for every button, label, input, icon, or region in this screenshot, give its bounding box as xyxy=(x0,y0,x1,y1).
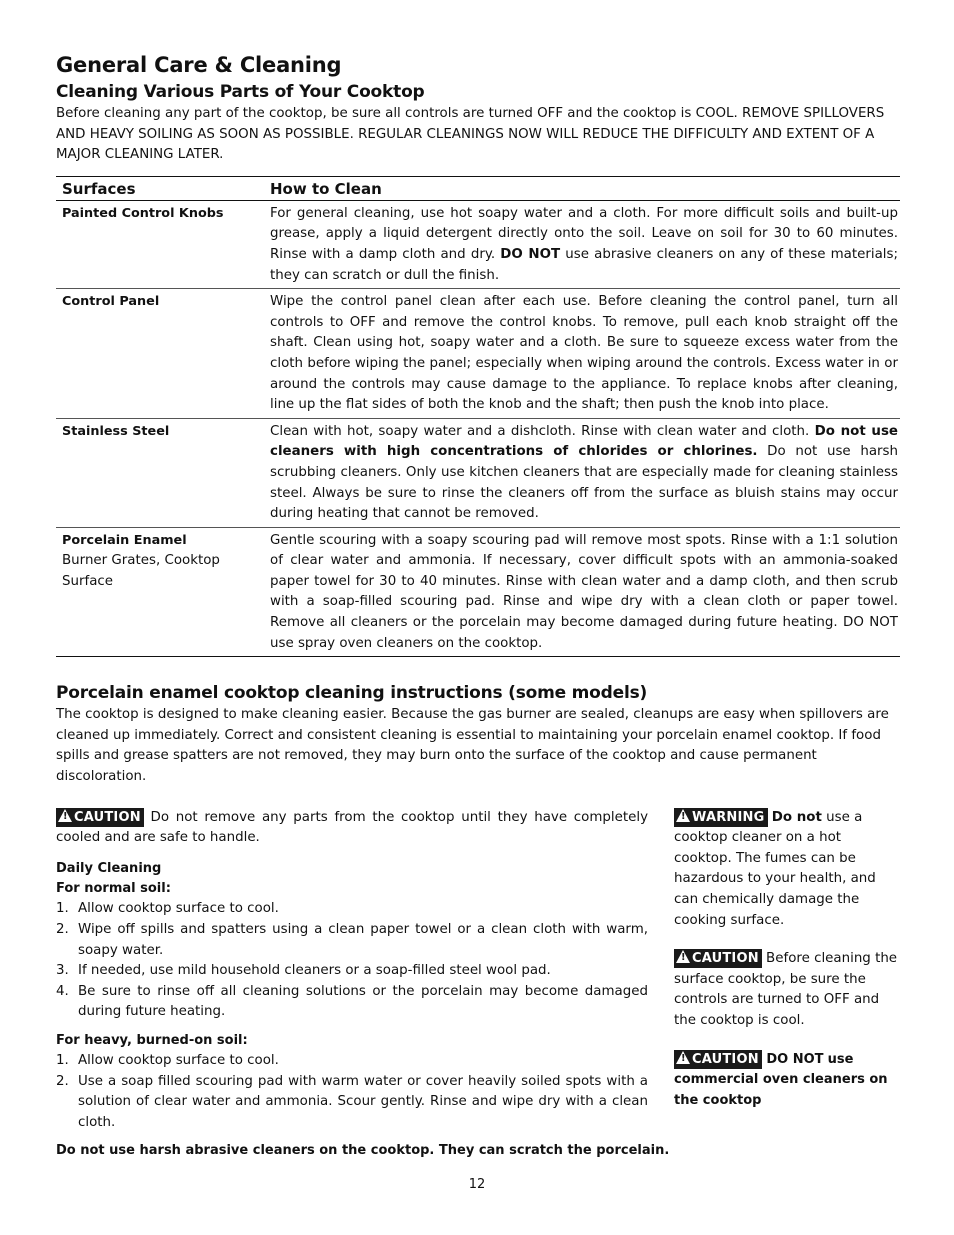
step-number: 2. xyxy=(56,1073,69,1089)
page-number: 12 xyxy=(468,1177,486,1192)
column-header-surfaces: Surfaces xyxy=(56,176,264,200)
surface-cell xyxy=(56,289,264,419)
caution-note-3 xyxy=(674,1050,900,1112)
step-text: Wipe off spills and spatters using a clean paper towel or a clean cloth with warm, soapy water. xyxy=(78,922,648,958)
list-item xyxy=(56,1072,648,1134)
how-text: Gentle scouring with a soapy scouring pad will remove most spots. Rinse with a 1:1 solution of clear water and ammonia. If necessary, cover difficult spots with an ammonia-soaked paper towel for 30 to 40 minutes. Rinse with clean water and a damp cloth, and then scrub with a soap-filled scouring pad. Rinse and wipe dry with a clean cloth or paper towel. Remove all cleaners or the porcelain may become damaged during future heating. DO NOT use spray oven cleaners on the cooktop. xyxy=(270,532,898,651)
step-number: 3. xyxy=(56,963,69,979)
normal-soil-heading: For normal soil: xyxy=(56,881,171,897)
warning-note xyxy=(674,808,900,932)
list-item xyxy=(56,1051,648,1072)
table-row xyxy=(56,527,900,657)
page xyxy=(56,50,900,1175)
daily-cleaning-heading: Daily Cleaning xyxy=(56,860,162,876)
caution-badge xyxy=(674,949,762,968)
step-text: Be sure to rinse off all cleaning solutions or the porcelain may become damaged during future heating. xyxy=(78,983,648,1020)
list-item xyxy=(56,982,648,1023)
how-text: Wipe the control panel clean after each use. Before cleaning the control panel, turn all controls to OFF and remove the control knobs. To remove, pull each knob straight off the shaft. Clean using hot, soapy water and a cloth. Be sure to squeeze excess water from the cloth before wiping the panel; especially when wiping around the controls. Excess water in or around the controls may cause damage to the appliance. To replace knobs after cleaning, line up the flat sides of both the knob and the shaft; then push the knob into place. xyxy=(270,294,898,413)
surface-cell xyxy=(56,200,264,288)
cleaning-intro: Before cleaning any part of the cooktop, be sure all controls are turned OFF and the cooktop is COOL. REMOVE SPILLOVERS AND HEAVY SOILING AS SOON AS POSSIBLE. REGULAR CLEANINGS NOW WILL REDUCE THE DIFFICULTY AND EXTENT OF A MAJOR CLEANING LATER. xyxy=(56,106,885,163)
instructions-left xyxy=(56,808,648,1134)
surface-cell xyxy=(56,527,264,657)
surface-name: Painted Control Knobs xyxy=(62,205,224,221)
warning-triangle-icon xyxy=(676,809,690,822)
how-text-bold: DO NOT xyxy=(500,246,561,262)
step-text: If needed, use mild household cleaners or a soap-filled steel wool pad. xyxy=(78,963,551,979)
caution-text: Before cleaning the surface cooktop, be sure the controls are turned to OFF and the cooktop is cool. xyxy=(674,951,898,1028)
step-text: Allow cooktop surface to cool. xyxy=(78,901,279,917)
table-row xyxy=(56,289,900,419)
how-text: use abrasive cleaners on any of these materials; they can scratch or dull the finish. xyxy=(270,246,898,283)
surface-subtext: Burner Grates, Cooktop Surface xyxy=(62,553,220,589)
caution-badge xyxy=(56,808,144,827)
warning-triangle-icon xyxy=(676,950,690,963)
how-text: For general cleaning, use hot soapy water and a cloth. For more difficult soils and built-up grease, apply a liquid detergent directly onto the soil. Leave on soil for 30 to 60 minutes. Rinse with a damp cloth and dry. xyxy=(270,205,898,262)
caution-text: use commercial oven cleaners on the cooktop xyxy=(674,1051,888,1108)
column-header-how-to-clean: How to Clean xyxy=(264,176,900,200)
section-heading-porcelain: Porcelain enamel cooktop cleaning instructions (some models) xyxy=(56,683,648,704)
table-header-row xyxy=(56,176,900,200)
warning-bold-text: Do not xyxy=(771,809,822,825)
porcelain-section xyxy=(56,681,900,787)
list-item xyxy=(56,961,648,982)
cleaning-table xyxy=(56,176,900,657)
abrasive-cleaner-note: Do not use harsh abrasive cleaners on the cooktop. They can scratch the porcelain. xyxy=(56,1143,670,1159)
how-text: Do not use harsh scrubbing cleaners. Only use kitchen cleaners that are especially made for cleaning stainless steel. Always be sure to rinse the cleaners off from the surface as bluish stains may occur during heating that cannot be removed. xyxy=(270,444,898,522)
table-row xyxy=(56,200,900,288)
step-number: 1. xyxy=(56,1052,69,1068)
step-number: 2. xyxy=(56,922,69,937)
instructions-columns xyxy=(56,808,900,1134)
how-to-clean-cell xyxy=(264,418,900,527)
porcelain-intro: The cooktop is designed to make cleaning easier. Because the gas burner are sealed, cleanups are easy when spillovers are cleaned up immediately. Correct and consistent cleaning is essential to maintaining your porcelain enamel cooktop. If food spills and grease spatters are not removed, they may burn onto the surface of the cooktop and cause permanent discoloration. xyxy=(56,707,889,785)
caution-badge xyxy=(674,1050,762,1069)
warning-label: WARNING xyxy=(692,809,765,825)
surface-cell xyxy=(56,418,264,527)
caution-label: CAUTION xyxy=(692,1051,759,1067)
warning-text: use a cooktop cleaner on a hot cooktop. The fumes can be hazardous to your health, and can chemically damage the cooking surface. xyxy=(674,809,876,928)
surface-name: Stainless Steel xyxy=(62,423,170,439)
caution-note-1 xyxy=(56,808,648,849)
step-text: Use a soap filled scouring pad with warm water or cover heavily soiled spots with a solution of clear water and ammonia. Scour gently. Rinse and wipe dry with a clean cloth. xyxy=(78,1073,648,1130)
caution-label: CAUTION xyxy=(74,809,141,825)
surface-name: Control Panel xyxy=(62,294,160,310)
section-heading-cleaning-parts: Cleaning Various Parts of Your Cooktop xyxy=(56,82,425,102)
step-text: Allow cooktop surface to cool. xyxy=(78,1052,279,1068)
surface-name: Porcelain Enamel xyxy=(62,532,187,548)
heavy-soil-heading: For heavy, burned-on soil: xyxy=(56,1032,248,1048)
heavy-soil-steps xyxy=(56,1051,648,1133)
warnings-column xyxy=(674,808,900,1134)
caution-bold-text: DO NOT xyxy=(761,1051,824,1067)
normal-soil-steps xyxy=(56,899,648,1023)
warning-triangle-icon xyxy=(676,1051,690,1064)
step-number: 4. xyxy=(56,983,69,999)
page-title: General Care & Cleaning xyxy=(56,53,342,77)
how-text: Clean with hot, soapy water and a dishcloth. Rinse with clean water and cloth. xyxy=(270,423,815,439)
how-text-bold: Do not use cleaners with high concentrations of chlorides or chlorines. xyxy=(270,423,898,460)
how-to-clean-cell xyxy=(264,527,900,657)
how-to-clean-cell xyxy=(264,289,900,419)
warning-badge xyxy=(674,808,768,827)
warning-triangle-icon xyxy=(58,809,72,822)
list-item xyxy=(56,920,648,961)
how-to-clean-cell xyxy=(264,200,900,288)
caution-text: Do not remove any parts from the cooktop until they have completely cooled and are safe to handle. xyxy=(56,809,648,846)
step-number: 1. xyxy=(56,901,69,917)
list-item xyxy=(56,899,648,920)
caution-label: CAUTION xyxy=(692,951,759,967)
caution-note-2 xyxy=(674,949,900,1031)
table-row xyxy=(56,418,900,527)
